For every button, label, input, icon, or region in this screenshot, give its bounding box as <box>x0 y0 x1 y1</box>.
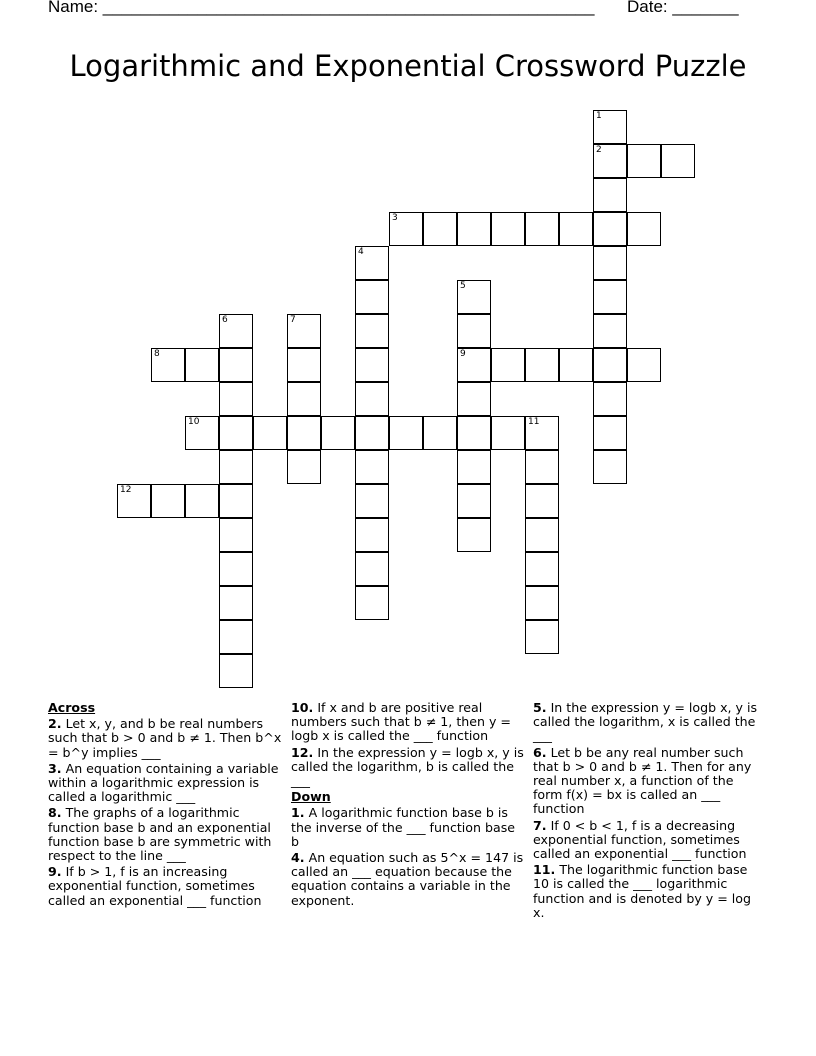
grid-cell[interactable] <box>525 552 559 586</box>
grid-cell[interactable] <box>525 450 559 484</box>
grid-cell[interactable] <box>151 348 185 382</box>
grid-cell[interactable] <box>219 552 253 586</box>
cell-number: 10 <box>188 417 200 427</box>
down-heading: Down <box>291 789 331 805</box>
grid-cell[interactable] <box>219 518 253 552</box>
grid-cell[interactable] <box>457 348 491 382</box>
grid-cell[interactable] <box>457 518 491 552</box>
grid-cell[interactable] <box>389 212 423 246</box>
clues-column-1 <box>48 701 284 910</box>
cell-number: 6 <box>222 315 228 325</box>
grid-cell[interactable] <box>525 348 559 382</box>
clue-across-8: 8. The graphs of a logarithmic function base b and an exponential function base b are symmetric with respect to the line ___ <box>48 805 272 864</box>
clue-down-7: 7. If 0 < b < 1, f is a decreasing exponential function, sometimes called an exponential ___ function <box>533 817 747 862</box>
name-field-label: Name: ____________________________________________________ <box>48 0 595 16</box>
across-heading: Across <box>48 700 96 715</box>
grid-cell[interactable] <box>355 484 389 518</box>
clue-down-5: 5. In the expression y = logb x, y is called the logarithm, x is called the ___ <box>533 700 758 744</box>
grid-cell[interactable] <box>287 348 321 382</box>
grid-cell[interactable] <box>559 212 593 246</box>
grid-cell[interactable] <box>593 280 627 314</box>
grid-cell[interactable] <box>355 280 389 314</box>
grid-cell[interactable] <box>661 144 695 178</box>
grid-cell[interactable] <box>593 178 627 212</box>
grid-cell[interactable] <box>219 382 253 416</box>
grid-cell[interactable] <box>253 416 287 450</box>
grid-cell[interactable] <box>559 348 593 382</box>
grid-cell[interactable] <box>355 382 389 416</box>
clue-across-10: 10. If x and b are positive real numbers such that b ≠ 1, then y = logb x is called the ___ function <box>291 700 511 744</box>
grid-cell[interactable] <box>457 280 491 314</box>
clue-down-11: 11. The logarithmic function base 10 is called the ___ logarithmic function and is denoted by y = log x. <box>533 862 751 920</box>
grid-cell[interactable] <box>355 314 389 348</box>
grid-cell[interactable] <box>423 212 457 246</box>
clue-across-12: 12. In the expression y = logb x, y is called the logarithm, b is called the ___ <box>291 744 524 789</box>
grid-cell[interactable] <box>355 348 389 382</box>
grid-cell[interactable] <box>525 586 559 620</box>
grid-cell[interactable] <box>457 484 491 518</box>
cell-number: 2 <box>596 145 602 155</box>
clue-across-3: 3. An equation containing a variable within a logarithmic expression is called a logarithmic ___ <box>48 760 279 805</box>
grid-cell[interactable] <box>117 484 151 518</box>
grid-cell[interactable] <box>355 586 389 620</box>
grid-cell[interactable] <box>457 314 491 348</box>
cell-number: 8 <box>154 349 160 359</box>
grid-cell[interactable] <box>287 314 321 348</box>
grid-cell[interactable] <box>627 348 661 382</box>
grid-cell[interactable] <box>491 348 525 382</box>
cell-number: 11 <box>528 417 540 427</box>
clues-column-2 <box>291 701 525 910</box>
grid-cell[interactable] <box>355 518 389 552</box>
grid-cell[interactable] <box>185 348 219 382</box>
grid-cell[interactable] <box>593 144 627 178</box>
grid-cell[interactable] <box>219 654 253 688</box>
grid-cell[interactable] <box>219 314 253 348</box>
grid-cell[interactable] <box>219 586 253 620</box>
clue-down-1: 1. A logarithmic function base b is the inverse of the ___ function base b <box>291 805 516 849</box>
grid-cell[interactable] <box>525 620 559 654</box>
grid-cell[interactable] <box>287 416 321 450</box>
grid-cell[interactable] <box>593 212 627 246</box>
grid-cell[interactable] <box>185 416 219 450</box>
clue-across-2: 2. Let x, y, and b be real numbers such that b > 0 and b ≠ 1. Then b^x = b^y implies ___ <box>48 716 282 760</box>
clue-down-4: 4. An equation such as 5^x = 147 is called an ___ equation because the equation contains a variable in the exponent. <box>291 850 524 908</box>
clues-column-3 <box>533 701 765 922</box>
grid-cell[interactable] <box>525 212 559 246</box>
date-field-label: Date: _______ <box>627 0 739 16</box>
grid-cell[interactable] <box>287 450 321 484</box>
grid-cell[interactable] <box>321 416 355 450</box>
grid-cell[interactable] <box>355 416 389 450</box>
grid-cell[interactable] <box>457 212 491 246</box>
grid-cell[interactable] <box>525 518 559 552</box>
clue-down-6: 6. Let b be any real number such that b > 0 and b ≠ 1. Then for any real number x, a function of the form f(x) = bx is called an ___ function <box>533 744 752 817</box>
page-title: Logarithmic and Exponential Crossword Puzzle <box>69 49 747 83</box>
grid-cell[interactable] <box>593 382 627 416</box>
grid-cell[interactable] <box>593 246 627 280</box>
grid-cell[interactable] <box>355 552 389 586</box>
cell-number: 7 <box>290 315 296 325</box>
grid-cell[interactable] <box>423 416 457 450</box>
grid-cell[interactable] <box>593 416 627 450</box>
grid-cell[interactable] <box>355 450 389 484</box>
grid-cell[interactable] <box>219 416 253 450</box>
cell-number: 4 <box>358 247 364 257</box>
grid-cell[interactable] <box>219 450 253 484</box>
grid-cell[interactable] <box>355 246 389 280</box>
grid-cell[interactable] <box>593 348 627 382</box>
grid-cell[interactable] <box>219 620 253 654</box>
grid-cell[interactable] <box>151 484 185 518</box>
grid-cell[interactable] <box>185 484 219 518</box>
grid-cell[interactable] <box>525 416 559 450</box>
cell-number: 1 <box>596 111 602 121</box>
cell-number: 9 <box>460 349 466 359</box>
grid-cell[interactable] <box>457 382 491 416</box>
grid-cell[interactable] <box>593 450 627 484</box>
grid-cell[interactable] <box>525 484 559 518</box>
grid-cell[interactable] <box>219 484 253 518</box>
cell-number: 5 <box>460 281 466 291</box>
grid-cell[interactable] <box>491 212 525 246</box>
grid-cell[interactable] <box>287 382 321 416</box>
grid-cell[interactable] <box>457 416 491 450</box>
grid-cell[interactable] <box>593 314 627 348</box>
cell-number: 12 <box>120 485 132 495</box>
grid-cell[interactable] <box>627 212 661 246</box>
grid-cell[interactable] <box>593 110 627 144</box>
clue-across-9: 9. If b > 1, f is an increasing exponential function, sometimes called an exponential ___ function <box>48 864 262 908</box>
grid-cell[interactable] <box>627 144 661 178</box>
grid-cell[interactable] <box>219 348 253 382</box>
grid-cell[interactable] <box>389 416 423 450</box>
grid-cell[interactable] <box>457 450 491 484</box>
cell-number: 3 <box>392 213 398 223</box>
grid-cell[interactable] <box>491 416 525 450</box>
